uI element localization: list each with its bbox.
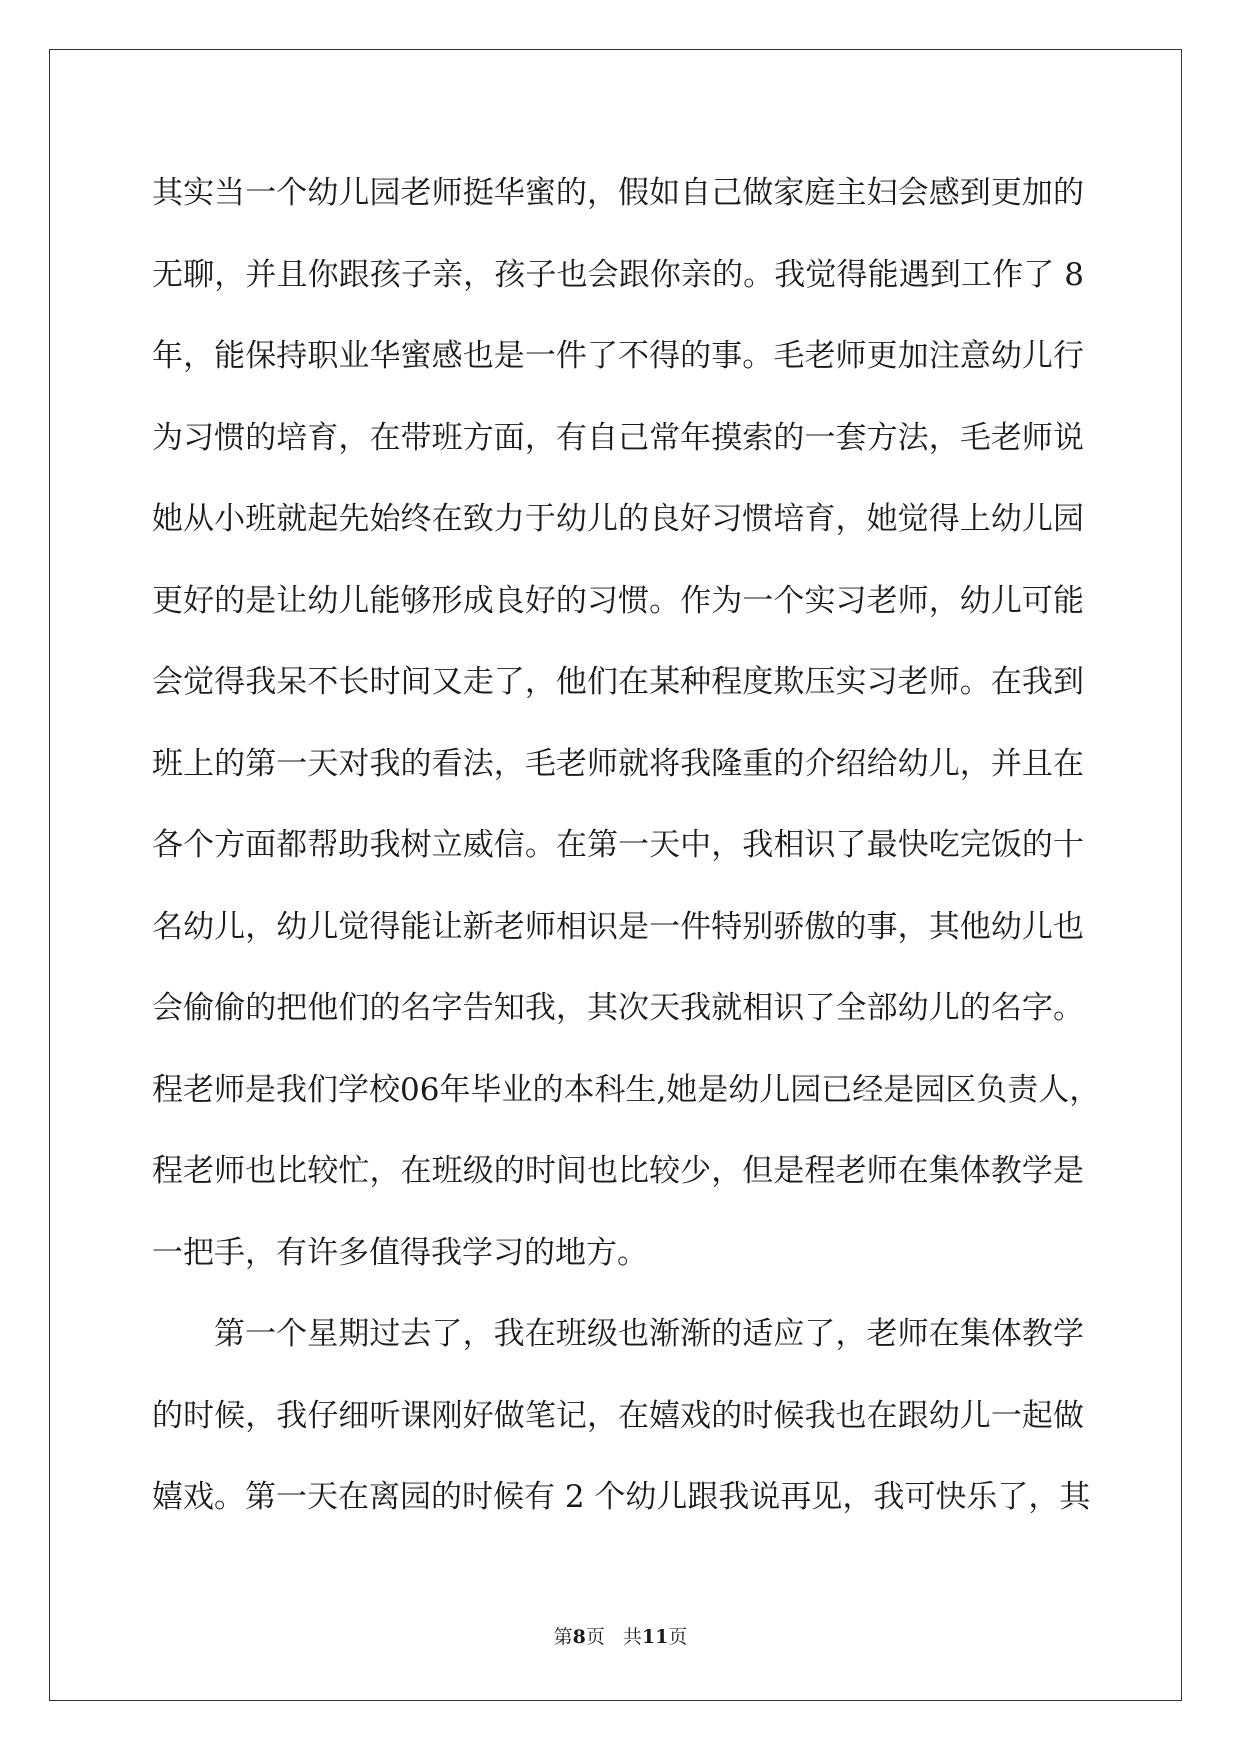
text-line: 年，能保持职业华蜜感也是一件了不得的事。毛老师更加注意幼儿行	[152, 338, 1084, 374]
text-line: 名幼儿，幼儿觉得能让新老师相识是一件特别骄傲的事，其他幼儿也	[152, 908, 1084, 945]
page-number: 8	[572, 1626, 586, 1648]
document-body	[152, 153, 1101, 1539]
page-footer	[0, 1622, 1241, 1649]
text-line: 其实当一个幼儿园老师挺华蜜的，假如自己做家庭主妇会感到更加的	[152, 175, 1084, 211]
page-suffix: 页	[585, 1626, 605, 1648]
text-line: 程老师也比较忙，在班级的时间也比较少，但是程老师在集体教学是	[152, 1153, 1084, 1189]
text-line: 会偷偷的把他们的名字告知我，其次天我就相识了全部幼儿的名字。	[152, 990, 1084, 1026]
page-prefix: 第	[553, 1626, 573, 1648]
text-line: 第一个星期过去了，我在班级也渐渐的适应了，老师在集体教学	[214, 1316, 1084, 1352]
text-line: 会觉得我呆不长时间又走了，他们在某种程度欺压实习老师。在我到	[152, 664, 1084, 700]
text-line: 的时候，我仔细听课刚好做笔记，在嬉戏的时候我也在跟幼儿一起做	[152, 1397, 1084, 1434]
text-line: 无聊，并且你跟孩子亲，孩子也会跟你亲的。我觉得能遇到工作了 8	[152, 256, 1084, 293]
text-line: 程老师是我们学校06年毕业的本科生,她是幼儿园已经是园区负责人，	[152, 1071, 1101, 1108]
text-line: 嬉戏。第一天在离园的时候有 2 个幼儿跟我说再见，我可快乐了，其	[152, 1479, 1091, 1515]
total-pages: 11	[641, 1626, 669, 1648]
text-line: 班上的第一天对我的看法，毛老师就将我隆重的介绍给幼儿，并且在	[152, 745, 1084, 782]
paragraph-1	[152, 153, 1101, 1294]
text-line: 一把手，有许多值得我学习的地方。	[152, 1234, 648, 1271]
paragraph-2	[152, 1294, 1091, 1539]
total-prefix: 共	[622, 1626, 642, 1648]
text-line: 为习惯的培育，在带班方面，有自己常年摸索的一套方法，毛老师说	[152, 419, 1084, 456]
text-line: 她从小班就起先始终在致力于幼儿的良好习惯培育，她觉得上幼儿园	[152, 501, 1084, 537]
total-suffix: 页	[668, 1626, 688, 1648]
text-line: 各个方面都帮助我树立威信。在第一天中，我相识了最快吃完饭的十	[152, 827, 1084, 863]
text-line: 更好的是让幼儿能够形成良好的习惯。作为一个实习老师，幼儿可能	[152, 582, 1084, 619]
